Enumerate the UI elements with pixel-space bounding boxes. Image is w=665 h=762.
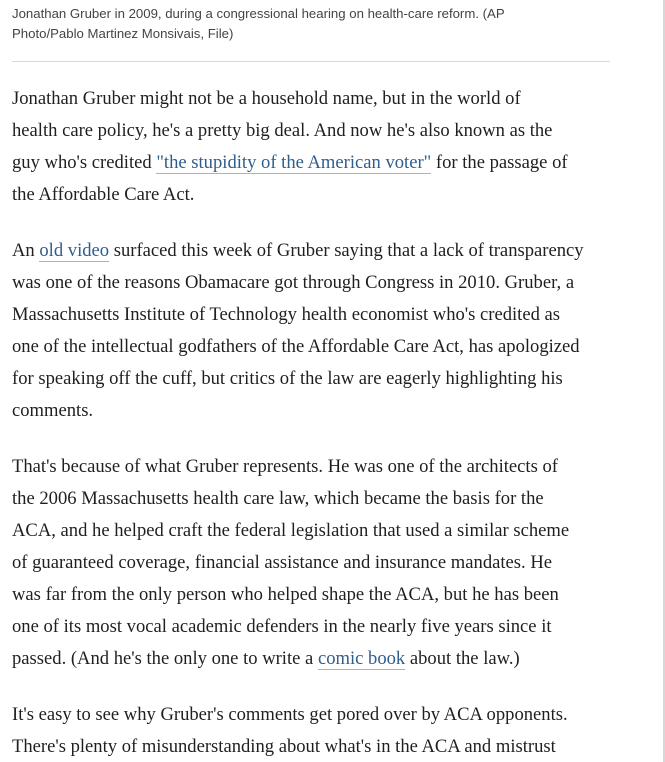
stupidity-quote-link[interactable]: "the stupidity of the American voter" <box>156 152 432 173</box>
comic-book-link[interactable]: comic book <box>317 648 406 669</box>
text-line: It's easy to see why Gruber's comments get pored over by ACA opponents. <box>12 704 568 725</box>
text-line: There's plenty of misunderstanding about what's in the ACA and mistrust <box>12 736 556 757</box>
text-segment: An <box>12 240 40 261</box>
text-segment: for the passage of <box>431 152 568 173</box>
photo-caption <box>12 4 602 44</box>
article-paragraph <box>12 451 652 675</box>
text-line: of guaranteed coverage, financial assistance and insurance mandates. He <box>12 552 552 573</box>
article-paragraph <box>12 235 652 427</box>
text-line: one of its most vocal academic defenders in the nearly five years since it <box>12 616 552 637</box>
text-line <box>12 643 652 675</box>
text-segment: guy who's credited <box>12 152 157 173</box>
text-line: Jonathan Gruber might not be a household name, but in the world of <box>12 88 521 109</box>
text-segment: surfaced this week of Gruber saying that a lack of transparency <box>109 240 584 261</box>
text-line: the 2006 Massachusetts health care law, which became the basis for the <box>12 488 544 509</box>
text-line: ACA, and he helped craft the federal legislation that used a similar scheme <box>12 520 570 541</box>
text-segment: about the law.) <box>405 648 520 669</box>
text-line: That's because of what Gruber represents. He was one of the architects of <box>12 456 558 477</box>
text-line: was far from the only person who helped shape the ACA, but he has been <box>12 584 559 605</box>
text-line: the Affordable Care Act. <box>12 184 195 205</box>
text-line: Massachusetts Institute of Technology health economist who's credited as <box>12 304 561 325</box>
text-line: for speaking off the cuff, but critics of the law are eagerly highlighting his <box>12 368 563 389</box>
caption-divider <box>12 61 610 62</box>
text-line: comments. <box>12 400 94 421</box>
article-paragraph <box>12 699 652 762</box>
caption-line: Photo/Pablo Martinez Monsivais, File) <box>12 26 234 41</box>
text-line: was one of the reasons Obamacare got through Congress in 2010. Gruber, a <box>12 272 575 293</box>
text-line: health care policy, he's a pretty big deal. And now he's also known as the <box>12 120 553 141</box>
text-line: one of the intellectual godfathers of the Affordable Care Act, has apologized <box>12 336 580 357</box>
article-paragraph <box>12 83 652 211</box>
old-video-link[interactable]: old video <box>39 240 110 261</box>
text-segment: passed. (And he's the only one to write a <box>12 648 318 669</box>
caption-line: Jonathan Gruber in 2009, during a congressional hearing on health-care reform. (AP <box>12 6 505 21</box>
text-line <box>12 235 652 267</box>
text-line <box>12 147 652 179</box>
article-body <box>12 83 652 762</box>
